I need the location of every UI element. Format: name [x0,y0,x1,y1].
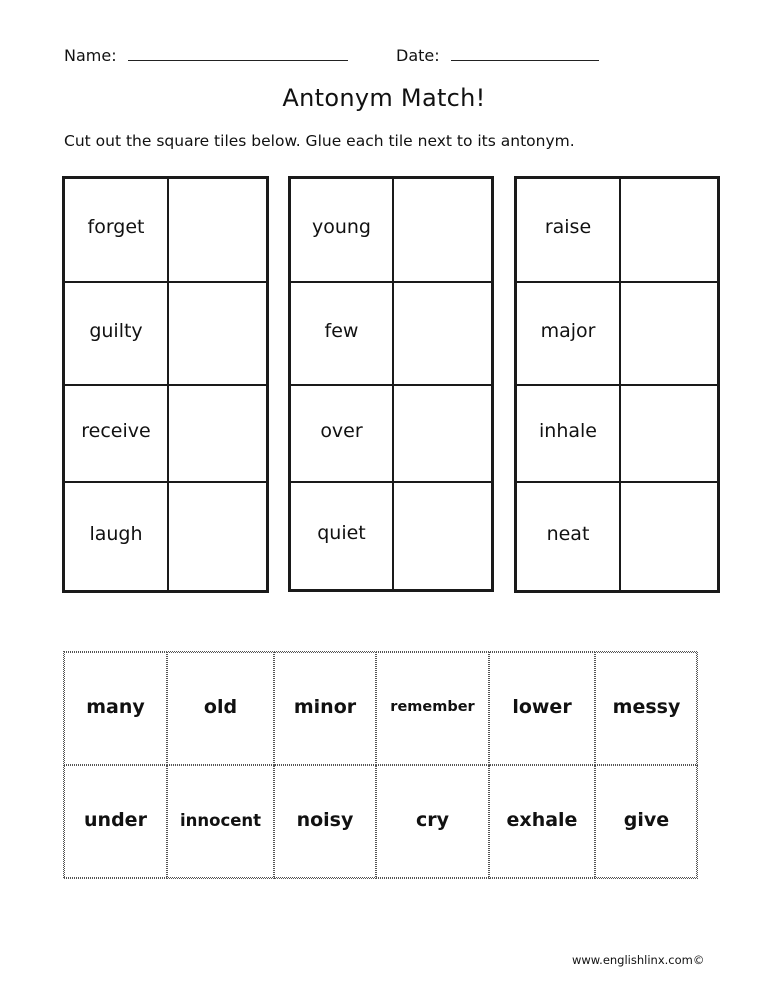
cutout-tile[interactable]: give [595,765,698,879]
word-cell: quiet [290,482,393,590]
word-cell: raise [516,178,620,282]
footer-credit: www.englishlinx.com© [572,953,705,967]
word-cell: forget [64,178,168,282]
match-table-1 [62,176,269,593]
cutout-tile[interactable]: minor [274,652,376,765]
cutout-tile[interactable]: old [167,652,274,765]
cutout-tile[interactable]: lower [489,652,595,765]
word-cell: few [290,282,393,385]
glue-slot[interactable] [393,482,492,590]
word-cell: over [290,385,393,482]
cutout-tile[interactable]: exhale [489,765,595,879]
glue-slot[interactable] [620,385,718,482]
word-cell: young [290,178,393,282]
date-blank-line[interactable] [451,59,599,61]
cutout-tile[interactable]: messy [595,652,698,765]
page-title: Antonym Match! [282,84,486,112]
date-field[interactable] [396,46,599,65]
cutout-tile[interactable]: under [64,765,167,879]
cutout-tile[interactable]: remember [376,652,489,765]
word-cell: guilty [64,282,168,385]
cutout-tile[interactable]: innocent [167,765,274,879]
glue-slot[interactable] [393,178,492,282]
instructions: Cut out the square tiles below. Glue each tile next to its antonym. [64,132,575,150]
glue-slot[interactable] [393,282,492,385]
match-table-3 [514,176,720,593]
glue-slot[interactable] [620,482,718,591]
name-label: Name: [64,46,117,65]
glue-slot[interactable] [620,282,718,385]
match-table-2 [288,176,494,592]
name-field[interactable] [64,46,348,65]
word-cell: major [516,282,620,385]
name-blank-line[interactable] [128,59,348,61]
glue-slot[interactable] [168,178,267,282]
cutout-tile[interactable]: noisy [274,765,376,879]
glue-slot[interactable] [168,282,267,385]
word-cell: laugh [64,482,168,591]
glue-slot[interactable] [168,482,267,591]
cutout-tile[interactable]: cry [376,765,489,879]
word-cell: neat [516,482,620,591]
date-label: Date: [396,46,440,65]
cutout-tiles-grid [63,651,697,878]
glue-slot[interactable] [393,385,492,482]
word-cell: inhale [516,385,620,482]
glue-slot[interactable] [168,385,267,482]
word-cell: receive [64,385,168,482]
glue-slot[interactable] [620,178,718,282]
cutout-tile[interactable]: many [64,652,167,765]
